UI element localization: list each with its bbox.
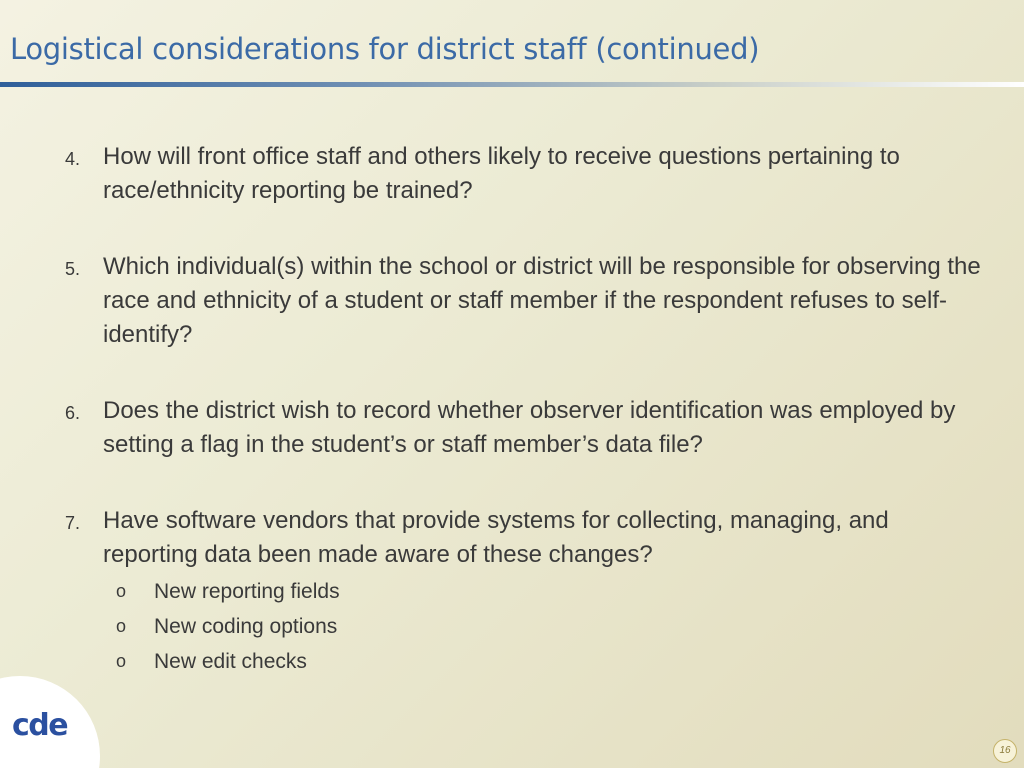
list-item-text: Does the district wish to record whether observer identification was employed by setting a flag in the student’s or staff member’s data file?: [103, 397, 956, 458]
list-number: 6.: [65, 403, 81, 423]
list-item-5: [65, 250, 983, 352]
list-number: 5.: [65, 259, 81, 279]
sub-list-item-text: New reporting fields: [154, 580, 340, 603]
page-number-badge: 16: [993, 739, 1017, 763]
list-item-text: Have software vendors that provide systems for collecting, managing, and reporting data been made aware of these changes?: [103, 507, 889, 568]
list-item-4: [65, 140, 983, 208]
sub-list-item: [116, 574, 983, 609]
hollow-bullet-icon: o: [116, 651, 127, 671]
sub-list: [103, 574, 983, 679]
list-number: 4.: [65, 149, 81, 169]
list-item-text: How will front office staff and others likely to receive questions pertaining to race/ethnicity reporting be trained?: [103, 143, 900, 204]
list-number: 7.: [65, 513, 81, 533]
cde-logo: cde: [12, 708, 68, 743]
hollow-bullet-icon: o: [116, 581, 127, 601]
slide-title: Logistical considerations for district staff (continued): [10, 32, 760, 66]
list-item-7: [65, 504, 983, 679]
sub-list-item: [116, 644, 983, 679]
sub-list-item: [116, 609, 983, 644]
sub-list-item-text: New coding options: [154, 615, 338, 638]
sub-list-item-text: New edit checks: [154, 650, 307, 673]
hollow-bullet-icon: o: [116, 616, 127, 636]
list-item-text: Which individual(s) within the school or district will be responsible for observing the race and ethnicity of a student or staff member if the respondent refuses to self-identify?: [103, 253, 981, 348]
title-underline: [0, 82, 1024, 87]
slide-content: [0, 140, 1024, 679]
list-item-6: [65, 394, 983, 462]
